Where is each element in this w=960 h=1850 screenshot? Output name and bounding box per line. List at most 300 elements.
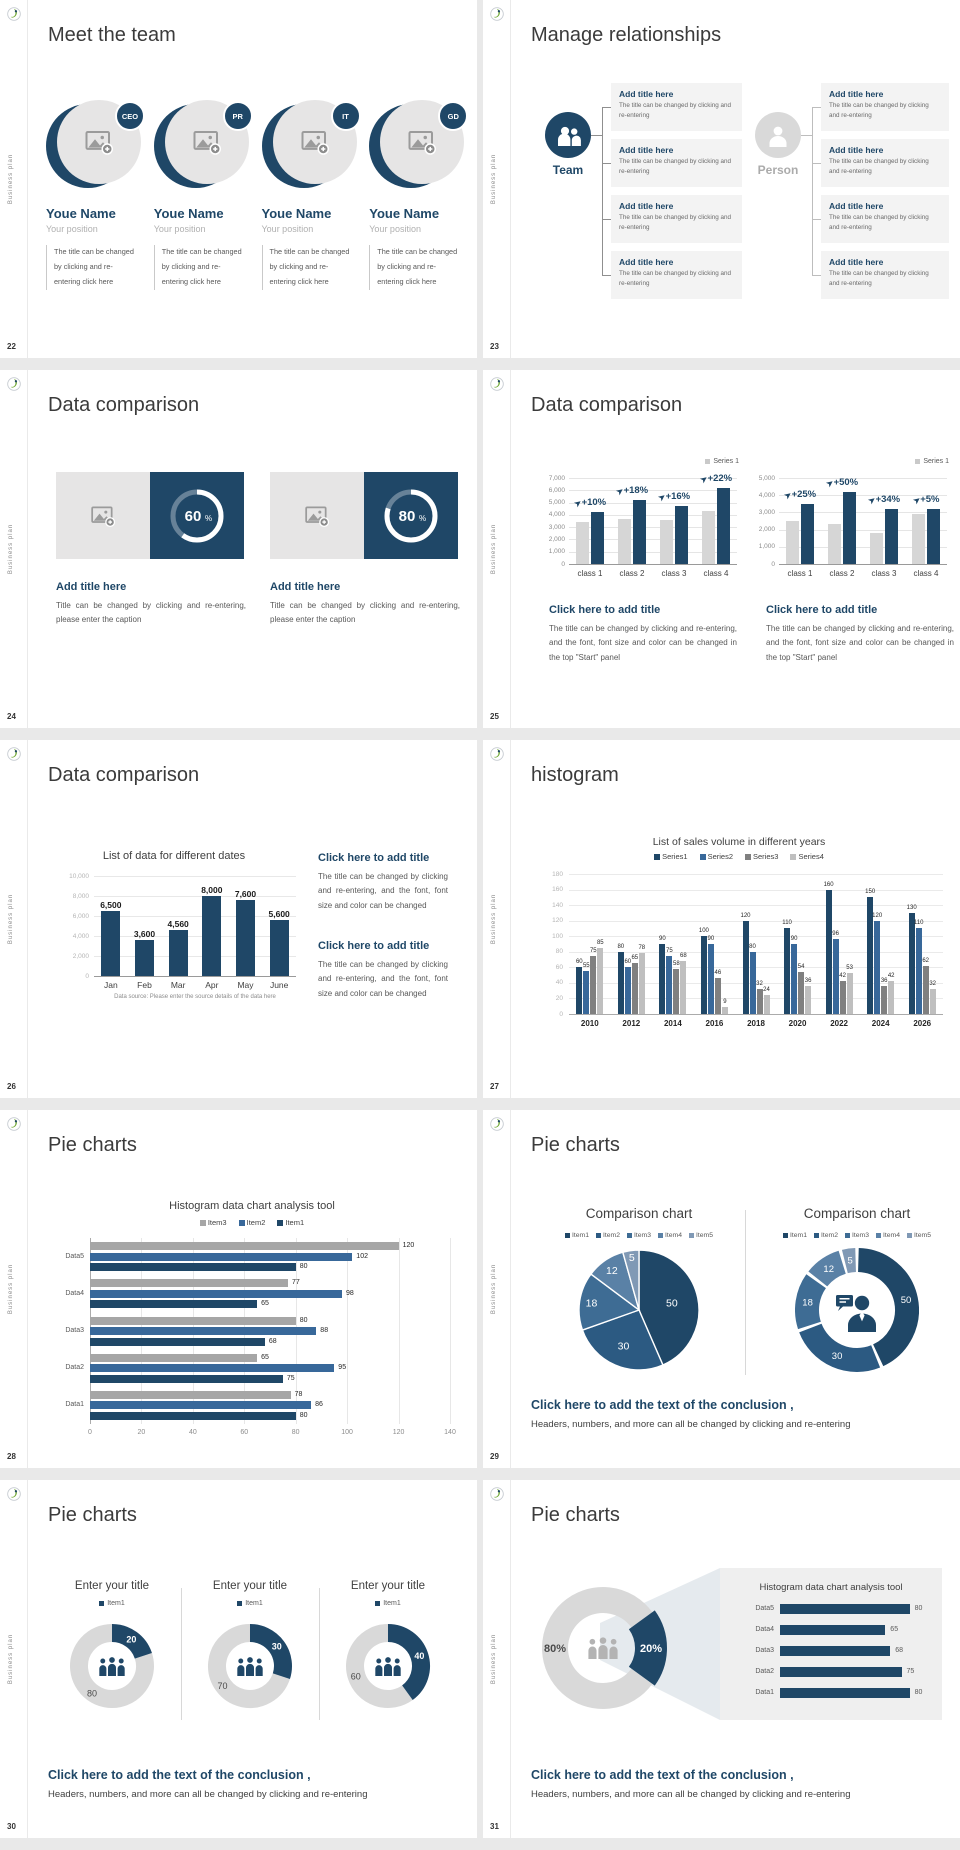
data-label: 5,600 bbox=[268, 909, 290, 919]
legend-label: Item1 bbox=[572, 1232, 589, 1239]
card-caption: Title can be changed by clicking and re-entering, please enter the caption bbox=[270, 601, 460, 625]
data-label: 80 bbox=[914, 1689, 923, 1696]
svg-text:50: 50 bbox=[666, 1297, 678, 1310]
legend-item bbox=[239, 1218, 266, 1227]
image-placeholder bbox=[56, 472, 150, 559]
conclusion-body: Headers, numbers, and more can all be changed by clicking and re-entering bbox=[531, 1789, 851, 1800]
data-label: 60 bbox=[624, 959, 632, 966]
legend-swatch bbox=[200, 1220, 206, 1226]
data-label: 96 bbox=[832, 931, 839, 938]
y-tick-label: 2,000 bbox=[548, 535, 565, 543]
y-tick-label: 3,000 bbox=[758, 508, 775, 516]
data-label: 65 bbox=[890, 1626, 899, 1633]
bar bbox=[90, 1263, 296, 1271]
data-label: 90 bbox=[659, 936, 666, 942]
y-tick-label: 2,000 bbox=[758, 526, 775, 534]
data-label: 130 bbox=[906, 904, 917, 911]
bar bbox=[702, 511, 715, 564]
connector-line bbox=[812, 275, 821, 276]
slide-28[interactable] bbox=[0, 1110, 477, 1468]
x-tick-label: 2010 bbox=[580, 1019, 599, 1028]
block-title: Click here to add title bbox=[318, 852, 430, 864]
x-tick-label: May bbox=[237, 980, 254, 990]
block-title: Click here to add title bbox=[766, 604, 878, 616]
column-chart bbox=[48, 850, 300, 1010]
x-tick-label: class 3 bbox=[871, 569, 897, 578]
data-label: 53 bbox=[846, 964, 853, 971]
legend-swatch bbox=[876, 1233, 881, 1238]
role-badge: CEO bbox=[115, 101, 145, 131]
connector-line bbox=[602, 107, 603, 275]
info-box-body: The title can be changed by clicking and re-entering bbox=[829, 270, 929, 287]
grouped-column-chart bbox=[529, 836, 949, 1041]
legend-item bbox=[596, 1232, 620, 1239]
info-box-title: Add title here bbox=[619, 89, 674, 99]
page-title: Pie charts bbox=[48, 1134, 137, 1156]
progress-card bbox=[270, 472, 458, 559]
brand-logo-icon bbox=[490, 7, 504, 21]
bar bbox=[597, 948, 603, 1014]
growth-label: ➤+16% bbox=[656, 491, 691, 504]
data-label: 75 bbox=[906, 1668, 915, 1675]
page-number: 25 bbox=[490, 712, 499, 721]
data-label: 65 bbox=[261, 1353, 269, 1361]
x-tick-label: class 1 bbox=[577, 569, 603, 578]
slide-rail bbox=[483, 0, 511, 358]
conclusion-title: Click here to add the text of the conclusion , bbox=[531, 1398, 794, 1412]
page-number: 30 bbox=[7, 1822, 16, 1831]
bar bbox=[633, 500, 646, 564]
legend-label: Item2 bbox=[246, 1218, 266, 1227]
data-label: 80 bbox=[299, 1263, 308, 1271]
connector-line bbox=[812, 163, 821, 164]
bar bbox=[659, 944, 665, 1014]
grouped-column-chart bbox=[741, 456, 953, 590]
data-label: 46 bbox=[714, 970, 722, 977]
businessman-icon bbox=[834, 1290, 880, 1332]
connector-line bbox=[591, 135, 602, 136]
category-label: Data3 bbox=[755, 1647, 774, 1654]
gridline bbox=[399, 1238, 400, 1424]
brand-logo-icon bbox=[490, 377, 504, 391]
y-tick-label: 4,000 bbox=[548, 511, 565, 519]
legend-swatch bbox=[658, 1233, 663, 1238]
avatar bbox=[154, 100, 250, 190]
gridline bbox=[94, 956, 296, 957]
growth-label: ➤+50% bbox=[824, 476, 859, 489]
member-position: Your position bbox=[153, 224, 206, 234]
brand-logo-icon bbox=[490, 1487, 504, 1501]
bar bbox=[236, 900, 255, 976]
growth-label: ➤+5% bbox=[911, 494, 940, 506]
svg-text:18: 18 bbox=[585, 1297, 598, 1310]
bar bbox=[675, 506, 688, 564]
slide-26[interactable] bbox=[0, 740, 477, 1098]
svg-text:%: % bbox=[205, 513, 213, 523]
group-circle bbox=[755, 112, 801, 158]
data-label: 60 bbox=[575, 959, 583, 966]
category-label: Data5 bbox=[755, 1605, 774, 1612]
growth-arrow-icon: ➤ bbox=[698, 473, 710, 485]
bar bbox=[847, 973, 853, 1014]
svg-text:18: 18 bbox=[802, 1297, 813, 1309]
data-label: 110 bbox=[782, 920, 792, 927]
growth-arrow-icon: ➤ bbox=[572, 498, 584, 510]
data-label: 88 bbox=[320, 1327, 329, 1334]
bar bbox=[90, 1412, 296, 1420]
bar bbox=[828, 524, 841, 564]
info-box-body: The title can be changed by clicking and re-entering bbox=[619, 270, 732, 287]
info-box-body: The title can be changed by clicking and re-entering bbox=[619, 158, 732, 175]
vertical-label: Business plan bbox=[491, 893, 497, 945]
bar bbox=[90, 1253, 352, 1261]
svg-text:20%: 20% bbox=[639, 1643, 663, 1655]
center-icon bbox=[371, 1656, 405, 1681]
page-number: 29 bbox=[490, 1452, 499, 1461]
member-name: Youe Name bbox=[261, 206, 332, 221]
info-box bbox=[821, 251, 949, 299]
data-label: 75 bbox=[666, 947, 673, 954]
center-icon bbox=[584, 1636, 622, 1664]
svg-text:5: 5 bbox=[628, 1252, 635, 1265]
legend-swatch bbox=[689, 1233, 694, 1238]
data-label: 4,560 bbox=[167, 919, 189, 930]
data-label: 8,000 bbox=[201, 885, 223, 895]
brand-logo-icon bbox=[7, 7, 21, 21]
y-tick-label: 100 bbox=[552, 932, 563, 940]
growth-label: ➤+22% bbox=[698, 472, 733, 485]
bar bbox=[780, 1604, 910, 1614]
progress-ring bbox=[364, 472, 458, 559]
page-title: Pie charts bbox=[531, 1134, 620, 1156]
team-member bbox=[46, 100, 144, 290]
page-title: Data comparison bbox=[531, 394, 683, 416]
page-number: 26 bbox=[7, 1082, 16, 1091]
legend-label: Item4 bbox=[665, 1232, 682, 1239]
x-tick-label: 0 bbox=[88, 1429, 92, 1436]
bar bbox=[90, 1375, 283, 1383]
legend-swatch bbox=[845, 1233, 850, 1238]
legend-swatch bbox=[700, 854, 706, 860]
legend-swatch bbox=[277, 1220, 283, 1226]
legend-label: Item1 bbox=[285, 1218, 305, 1227]
bar bbox=[90, 1401, 311, 1409]
legend-swatch bbox=[814, 1233, 819, 1238]
page-number: 31 bbox=[490, 1822, 499, 1831]
legend-item bbox=[814, 1232, 838, 1239]
chart-legend bbox=[533, 1232, 745, 1239]
chart-title: List of sales volume in different years bbox=[652, 836, 826, 848]
legend-item bbox=[876, 1232, 900, 1239]
svg-text:60: 60 bbox=[184, 507, 202, 525]
chart-title: Enter your title bbox=[350, 1580, 426, 1592]
data-label: 78 bbox=[294, 1390, 303, 1398]
data-label: 36 bbox=[804, 978, 812, 984]
bar bbox=[843, 492, 856, 564]
slide-rail bbox=[483, 1110, 511, 1468]
block-title: Click here to add title bbox=[318, 940, 430, 952]
y-tick-label: 6,000 bbox=[72, 912, 89, 920]
page-number: 23 bbox=[490, 342, 499, 351]
data-label: 80 bbox=[299, 1411, 308, 1419]
data-label: 95 bbox=[338, 1364, 347, 1372]
legend-label: Item5 bbox=[696, 1232, 713, 1239]
chart-title: Comparison chart bbox=[803, 1206, 911, 1221]
bar bbox=[930, 989, 936, 1014]
legend-label: Item3 bbox=[634, 1232, 651, 1239]
data-label: 98 bbox=[346, 1289, 354, 1297]
connector-line bbox=[812, 107, 813, 275]
gridline bbox=[94, 876, 296, 877]
x-tick-label: Mar bbox=[170, 980, 186, 990]
svg-text:5: 5 bbox=[847, 1255, 853, 1267]
growth-label: ➤+25% bbox=[782, 488, 817, 501]
card-caption: Title can be changed by clicking and re-entering, please enter the caption bbox=[56, 601, 246, 625]
growth-arrow-icon: ➤ bbox=[866, 494, 878, 506]
bar bbox=[135, 940, 154, 976]
block-body: The title can be changed by clicking and re-entering, and the font, font size and color can be changed bbox=[318, 960, 448, 998]
progress-card bbox=[56, 472, 244, 559]
y-tick-label: 4,000 bbox=[758, 491, 775, 499]
bar bbox=[625, 967, 631, 1014]
svg-text:12: 12 bbox=[606, 1264, 618, 1277]
x-tick-label: 20 bbox=[137, 1429, 146, 1436]
slide-24[interactable] bbox=[0, 370, 477, 728]
data-label: 58 bbox=[673, 960, 680, 967]
brand-logo-icon bbox=[7, 1117, 21, 1131]
slide-25[interactable] bbox=[483, 370, 960, 728]
x-tick-label: 2024 bbox=[871, 1019, 890, 1028]
data-label: 55 bbox=[582, 963, 590, 970]
legend-swatch bbox=[627, 1233, 632, 1238]
legend-label: Series2 bbox=[707, 852, 733, 861]
bar bbox=[791, 944, 797, 1014]
image-placeholder bbox=[270, 472, 364, 559]
legend-item bbox=[627, 1232, 651, 1239]
chart-legend bbox=[751, 1232, 960, 1239]
chart-legend bbox=[915, 458, 949, 465]
group-label: Team bbox=[552, 163, 584, 177]
slide-31[interactable] bbox=[483, 1480, 960, 1838]
data-label: 32 bbox=[756, 981, 763, 988]
data-label: 102 bbox=[356, 1252, 368, 1260]
info-box bbox=[611, 83, 742, 131]
block-title: Click here to add title bbox=[549, 604, 661, 616]
page-number: 22 bbox=[7, 342, 16, 351]
chart-title: Enter your title bbox=[212, 1580, 288, 1592]
brand-logo-icon bbox=[490, 1117, 504, 1131]
page-title: Meet the team bbox=[48, 24, 176, 46]
y-tick-label: 0 bbox=[561, 560, 565, 568]
data-label: 80 bbox=[617, 943, 625, 950]
gridline bbox=[569, 921, 943, 922]
horizontal-bar-chart bbox=[40, 1200, 464, 1450]
bar bbox=[881, 986, 887, 1014]
svg-text:30: 30 bbox=[271, 1641, 282, 1652]
legend-item bbox=[277, 1218, 304, 1227]
slide-30[interactable] bbox=[0, 1480, 477, 1838]
member-description: The title can be changed by clicking and re-entering click here bbox=[262, 245, 354, 290]
data-label: 65 bbox=[631, 955, 639, 962]
gridline bbox=[779, 564, 947, 565]
brand-logo-icon bbox=[490, 747, 504, 761]
y-tick-label: 80 bbox=[555, 948, 563, 956]
bar bbox=[916, 928, 922, 1014]
member-position: Your position bbox=[261, 224, 314, 234]
connector-line bbox=[602, 107, 611, 108]
legend-swatch bbox=[745, 854, 751, 860]
bar bbox=[660, 520, 673, 564]
gridline bbox=[569, 874, 943, 875]
vertical-label: Business plan bbox=[8, 1263, 14, 1315]
legend-label: Item4 bbox=[883, 1232, 900, 1239]
x-tick-label: 2014 bbox=[663, 1019, 682, 1028]
conclusion-title: Click here to add the text of the conclusion , bbox=[48, 1768, 311, 1782]
chart-title: Comparison chart bbox=[585, 1206, 693, 1221]
page-title: Pie charts bbox=[531, 1504, 620, 1526]
svg-text:50: 50 bbox=[900, 1295, 912, 1306]
x-tick-label: 2016 bbox=[705, 1019, 724, 1028]
bar bbox=[780, 1667, 902, 1677]
team-member bbox=[262, 100, 360, 290]
legend-swatch bbox=[565, 1233, 570, 1238]
bar bbox=[912, 514, 925, 564]
slide-29[interactable] bbox=[483, 1110, 960, 1468]
page-number: 27 bbox=[490, 1082, 499, 1091]
bar bbox=[618, 519, 631, 565]
legend-item bbox=[200, 1218, 227, 1227]
svg-text:%: % bbox=[419, 513, 427, 523]
y-tick-label: 20 bbox=[555, 994, 563, 1002]
y-tick-label: 4,000 bbox=[72, 932, 89, 940]
svg-text:30: 30 bbox=[617, 1340, 630, 1353]
chart-title: Histogram data chart analysis tool bbox=[169, 1200, 335, 1212]
brand-logo-icon bbox=[7, 7, 21, 21]
legend-label: Item2 bbox=[821, 1232, 838, 1239]
y-tick-label: 120 bbox=[552, 917, 563, 925]
avatar bbox=[262, 100, 358, 190]
chart-title: Histogram data chart analysis tool bbox=[759, 1582, 903, 1593]
info-box bbox=[611, 195, 742, 243]
image-placeholder-icon bbox=[304, 503, 330, 529]
category-label: Data1 bbox=[65, 1401, 84, 1409]
member-description: The title can be changed by clicking and re-entering click here bbox=[154, 245, 246, 290]
legend-item bbox=[845, 1232, 869, 1239]
x-tick-label: class 4 bbox=[913, 569, 939, 578]
bar bbox=[101, 911, 120, 976]
avatar bbox=[46, 100, 142, 190]
x-tick-label: 80 bbox=[291, 1429, 300, 1436]
pie-svg bbox=[577, 1248, 701, 1372]
relationship-diagram bbox=[483, 0, 960, 358]
grouped-column-chart bbox=[531, 456, 743, 590]
chart-title: Enter your title bbox=[74, 1580, 150, 1592]
y-tick-label: 5,000 bbox=[758, 474, 775, 482]
y-tick-label: 1,000 bbox=[548, 548, 565, 556]
data-label: 36 bbox=[880, 978, 888, 984]
vertical-label: Business plan bbox=[491, 1263, 497, 1315]
info-box-body: The title can be changed by clicking and re-entering bbox=[829, 102, 929, 119]
legend-label: Series3 bbox=[753, 852, 779, 861]
slide-rail bbox=[483, 1480, 511, 1838]
info-box bbox=[821, 83, 949, 131]
category-label: Data5 bbox=[65, 1252, 84, 1260]
bar bbox=[888, 981, 894, 1014]
center-icon bbox=[233, 1656, 267, 1681]
svg-text:40: 40 bbox=[414, 1650, 425, 1661]
slide-rail bbox=[483, 370, 511, 728]
legend-swatch bbox=[654, 854, 660, 860]
data-label: 86 bbox=[315, 1401, 323, 1409]
legend-swatch bbox=[783, 1233, 788, 1238]
info-box-body: The title can be changed by clicking and re-entering bbox=[619, 102, 732, 119]
block-body: The title can be changed by clicking and re-entering, and the font, font size and color can be changed in the top "Start" panel bbox=[766, 624, 954, 662]
svg-text:80%: 80% bbox=[543, 1643, 567, 1655]
brand-logo-icon bbox=[7, 1487, 21, 1501]
y-tick-label: 140 bbox=[552, 901, 563, 909]
info-box-title: Add title here bbox=[619, 201, 674, 211]
image-placeholder-icon bbox=[84, 127, 114, 157]
role-badge: IT bbox=[331, 101, 361, 131]
legend-item bbox=[790, 852, 823, 861]
bar bbox=[801, 504, 814, 564]
member-position: Your position bbox=[369, 224, 421, 234]
data-label: 24 bbox=[763, 987, 770, 994]
x-tick-label: 40 bbox=[188, 1429, 197, 1436]
legend-item bbox=[689, 1232, 713, 1239]
gridline bbox=[347, 1238, 348, 1424]
slide-27[interactable] bbox=[483, 740, 960, 1098]
x-tick-label: 2026 bbox=[913, 1019, 932, 1028]
legend-label: Item1 bbox=[383, 1600, 401, 1607]
x-tick-label: class 4 bbox=[703, 569, 729, 578]
brand-logo-icon bbox=[7, 1487, 21, 1501]
slide-22[interactable] bbox=[0, 0, 477, 358]
slide-23[interactable] bbox=[483, 0, 960, 358]
chart-legend bbox=[40, 1218, 464, 1227]
data-label: 120 bbox=[872, 912, 883, 919]
data-label: 120 bbox=[402, 1242, 415, 1250]
brand-logo-icon bbox=[490, 747, 504, 761]
bar bbox=[202, 896, 221, 976]
growth-label: ➤+10% bbox=[572, 497, 607, 510]
slide-rail bbox=[483, 740, 511, 1098]
x-tick-label: Jan bbox=[103, 980, 118, 990]
x-tick-label: Apr bbox=[205, 980, 219, 990]
info-box-title: Add title here bbox=[829, 89, 884, 99]
vertical-label: Business plan bbox=[491, 523, 497, 575]
data-label: 9 bbox=[723, 999, 727, 1005]
legend-swatch bbox=[596, 1233, 601, 1238]
block-body: The title can be changed by clicking and re-entering, and the font, font size and color can be changed in the top "Start" panel bbox=[549, 624, 737, 662]
svg-text:12: 12 bbox=[823, 1264, 834, 1275]
person-icon bbox=[766, 123, 790, 147]
x-tick-label: class 2 bbox=[829, 569, 855, 578]
divider bbox=[745, 1210, 746, 1375]
legend-label: Series 1 bbox=[923, 458, 949, 465]
data-label: 85 bbox=[596, 939, 604, 946]
data-label: 32 bbox=[929, 981, 937, 988]
brand-logo-icon bbox=[490, 377, 504, 391]
y-tick-label: 10,000 bbox=[69, 872, 89, 880]
data-label: 42 bbox=[887, 973, 895, 980]
donut-chart bbox=[184, 1580, 316, 1730]
legend-swatch bbox=[790, 854, 796, 860]
page-title: Manage relationships bbox=[531, 24, 722, 46]
donut-chart bbox=[322, 1580, 454, 1730]
chart-legend bbox=[529, 852, 949, 861]
info-box bbox=[821, 195, 949, 243]
